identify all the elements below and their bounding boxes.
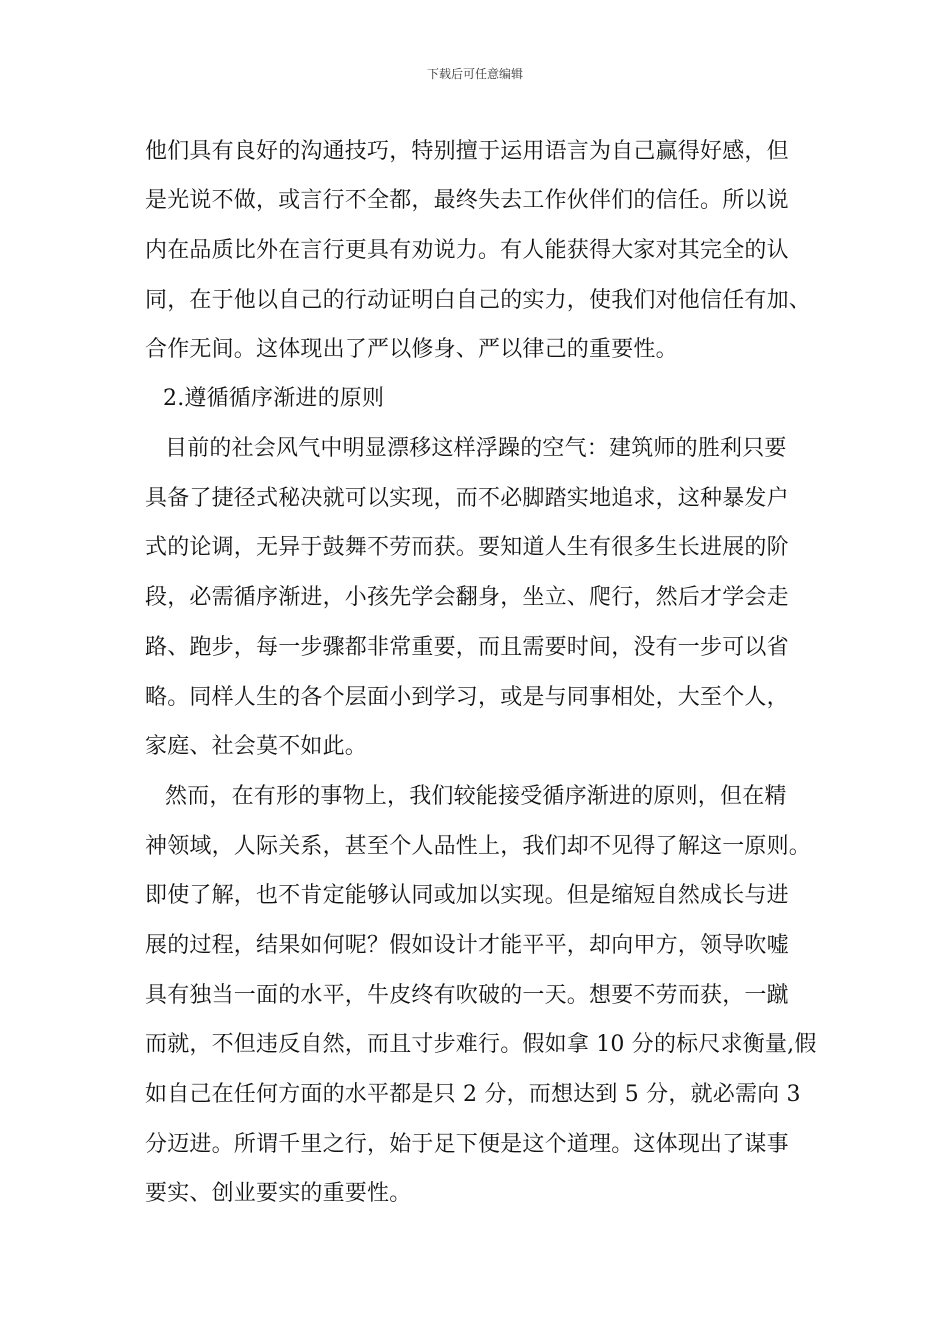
body-line: 目前的社会风气中明显漂移这样浮躁的空气：建筑师的胜利只要 [165, 436, 787, 461]
body-line: 具有独当一面的水平，牛皮终有吹破的一天。想要不劳而获，一蹴 [145, 983, 789, 1008]
body-line: 他们具有良好的沟通技巧，特别擅于运用语言为自己赢得好感，但 [145, 139, 789, 164]
body-line: 段，必需循序渐进，小孩先学会翻身，坐立、爬行，然后才学会走 [145, 585, 789, 610]
body-line: 式的论调，无异于鼓舞不劳而获。要知道人生有很多生长进展的阶 [145, 535, 789, 560]
body-line: 家庭、社会莫不如此。 [145, 734, 368, 759]
page-header-note: 下载后可任意编辑 [426, 67, 523, 81]
body-line: 如自己在任何方面的水平都是只 2 分，而想达到 5 分，就必需向 3 [145, 1082, 801, 1107]
body-line: 然而，在有形的事物上，我们较能接受循序渐进的原则，但在精 [165, 784, 787, 809]
body-line: 略。同样人生的各个层面小到学习，或是与同事相处，大至个人， [145, 685, 789, 710]
body-line: 路、跑步，每一步骤都非常重要，而且需要时间，没有一步可以省 [145, 635, 789, 660]
body-line: 合作无间。这体现出了严以修身、严以律己的重要性。 [145, 337, 678, 362]
body-line: 内在品质比外在言行更具有劝说力。有人能获得大家对其完全的认 [145, 238, 789, 263]
body-line: 同，在于他以自己的行动证明白自己的实力，使我们对他信任有加、 [145, 288, 812, 313]
body-line: 展的过程，结果如何呢？假如设计才能平平，却向甲方，领导吹嘘 [145, 933, 789, 958]
body-line: 是光说不做，或言行不全都，最终失去工作伙伴们的信任。所以说 [145, 188, 789, 213]
section-heading: 2.遵循循序渐进的原则 [163, 386, 385, 411]
body-line: 即使了解，也不肯定能够认同或加以实现。但是缩短自然成长与进 [145, 883, 789, 908]
body-line: 神领域，人际关系，甚至个人品性上，我们却不见得了解这一原则。 [145, 834, 812, 859]
body-line: 而就，不但违反自然，而且寸步难行。假如拿 10 分的标尺求衡量,假 [145, 1032, 817, 1057]
body-line: 分迈进。所谓千里之行，始于足下便是这个道理。这体现出了谋事 [145, 1132, 789, 1157]
body-line: 要实、创业要实的重要性。 [145, 1181, 412, 1206]
body-line: 具备了捷径式秘决就可以实现，而不必脚踏实地追求，这种暴发户 [145, 486, 789, 511]
